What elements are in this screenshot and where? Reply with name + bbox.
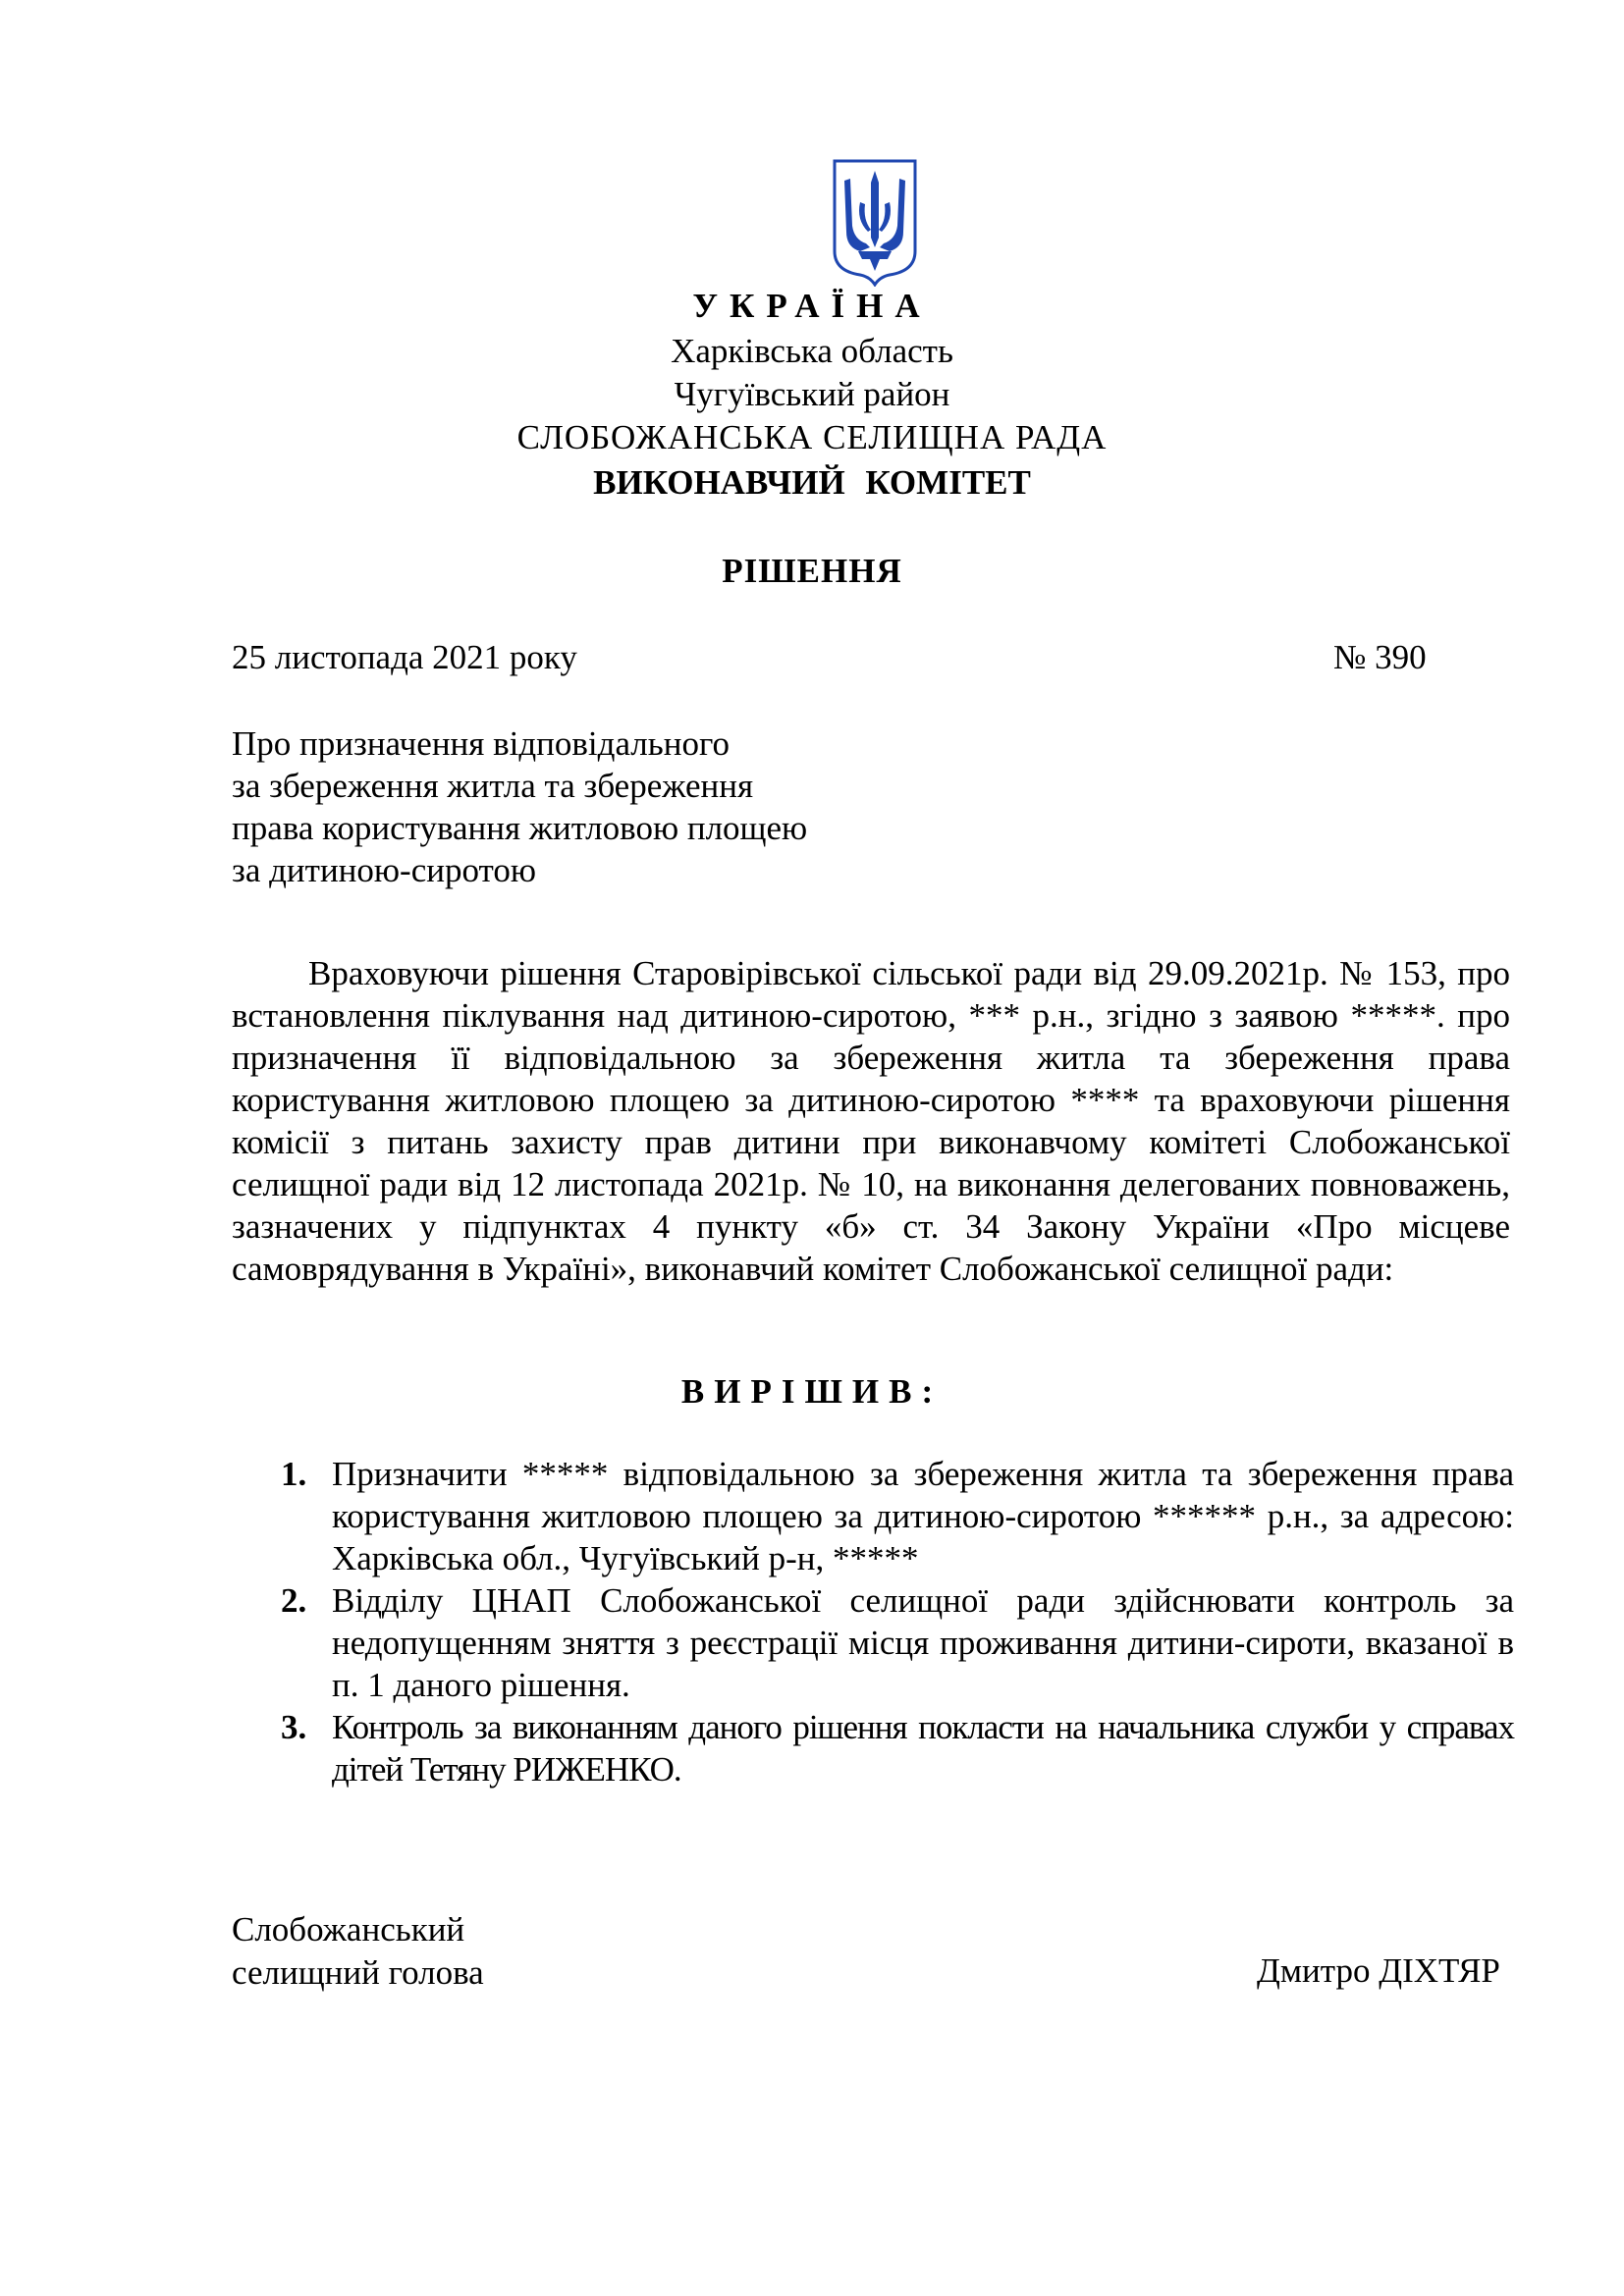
document-date: 25 листопада 2021 року: [232, 638, 577, 676]
subject-line: Про призначення відповідального: [232, 724, 730, 763]
document-subject: [232, 722, 807, 891]
decision-item: [275, 1706, 1514, 1790]
item-number: 2.: [281, 1581, 307, 1620]
item-number: 1.: [281, 1455, 307, 1493]
preamble-paragraph: Враховуючи рішення Старовірівської сільської ради від 29.09.2021р. № 153, про встановлення піклування над дитиною-сиротою, *** р.н., згідно з заявою *****. про призначення її відповідальною за збереження житла та збереження права користування житловою площею за дитиною-сиротою **** та враховуючи рішення комісії з питань захисту прав дитини при виконавчому комітеті Слобожанської селищної ради від 12 листопада 2021р. № 10, на виконання делегованих повноважень, зазначених у підпунктах 4 пункту «б» ст. 34 Закону України «Про місцеве самоврядування в Україні», виконавчий комітет Слобожанської селищної ради:: [232, 954, 1510, 1288]
subject-line: за дитиною-сиротою: [232, 851, 536, 889]
signatory-position-line: селищний голова: [232, 1953, 484, 1992]
item-number: 3.: [281, 1708, 307, 1746]
subject-line: за збереження житла та збереження: [232, 767, 754, 805]
tryzub-coat-of-arms-icon: [831, 157, 919, 287]
decided-heading: ВИРІШИВ:: [680, 1372, 944, 1411]
council-name: СЛОБОЖАНСЬКА СЕЛИЩНА РАДА: [516, 418, 1108, 456]
item-text: Відділу ЦНАП Слобожанської селищної ради здійснювати контроль за недопущенням зняття з реєстрації місця проживання дитини-сироти, вказаної в п. 1 даного рішення.: [332, 1581, 1514, 1704]
decision-item: [275, 1453, 1514, 1579]
signatory-name: Дмитро ДІХТЯР: [1257, 1951, 1500, 1990]
committee-name: ВИКОНАВЧИЙ КОМІТЕТ: [593, 463, 1031, 502]
region-name: Харківська область: [671, 332, 953, 370]
decision-item: [275, 1579, 1514, 1706]
country-title: УКРАЇНА: [692, 287, 932, 325]
item-text: Контроль за виконанням даного рішення покласти на начальника служби у справах дітей Тетяну РИЖЕНКО.: [332, 1708, 1514, 1789]
subject-line: права користування житловою площею: [232, 809, 808, 847]
item-text: Призначити ***** відповідальною за збереження житла та збереження права користування житловою площею за дитиною-сиротою ****** р.н., за адресою: Харківська обл., Чугуївський р-н, *****: [332, 1455, 1514, 1577]
signatory-position: [232, 1908, 484, 1995]
decision-items-list: [275, 1453, 1514, 1790]
district-name: Чугуївський район: [674, 375, 950, 413]
document-type-title: РІШЕННЯ: [722, 552, 902, 590]
document-number: № 390: [1333, 638, 1427, 676]
signatory-position-line: Слобожанський: [232, 1910, 465, 1949]
